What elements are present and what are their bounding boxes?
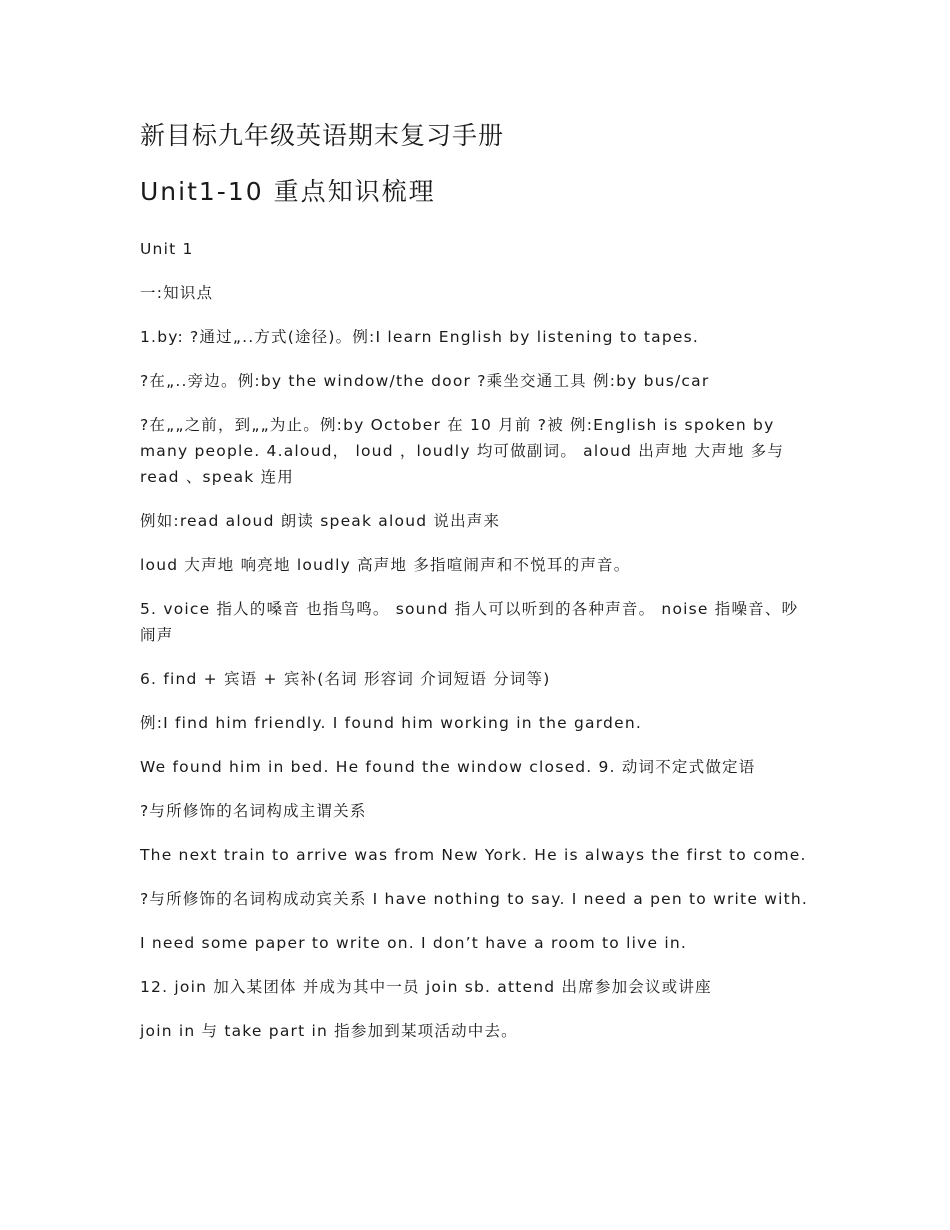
paragraph: I need some paper to write on. I don’t have a room to live in. xyxy=(140,934,688,952)
paragraph: ?与所修饰的名词构成主谓关系 xyxy=(140,802,367,820)
paragraph: 1.by: ?通过„..方式(途径)。例:I learn English by listening to tapes. xyxy=(140,328,700,346)
paragraph: 例如:read aloud 朗读 speak aloud 说出声来 xyxy=(140,512,501,530)
paragraph: 12. join 加入某团体 并成为其中一员 join sb. attend 出席参加会议或讲座 xyxy=(140,978,712,996)
paragraph: The next train to arrive was from New York. He is always the first to come. xyxy=(140,846,807,864)
paragraph: loud 大声地 响亮地 loudly 高声地 多指喧闹声和不悦耳的声音。 xyxy=(140,556,631,574)
unit-heading: Unit 1 xyxy=(140,240,194,258)
document-title: 新目标九年级英语期末复习手册 xyxy=(140,121,505,150)
section-heading: 一:知识点 xyxy=(140,284,214,302)
document-subtitle: Unit1-10 重点知识梳理 xyxy=(140,177,436,206)
paragraph: 例:I find him friendly. I found him working in the garden. xyxy=(140,714,642,732)
paragraph: join in 与 take part in 指参加到某项活动中去。 xyxy=(140,1022,518,1040)
paragraph: 6. find + 宾语 + 宾补(名词 形容词 介词短语 分词等) xyxy=(140,670,551,688)
paragraph: ?在„..旁边。例:by the window/the door ?乘坐交通工具 例:by bus/car xyxy=(140,372,710,390)
paragraph: 5. voice 指人的嗓音 也指鸟鸣。 sound 指人可以听到的各种声音。 noise 指噪音、吵闹声 xyxy=(140,600,799,644)
document-page xyxy=(140,118,808,1062)
paragraph: We found him in bed. He found the window closed. 9. 动词不定式做定语 xyxy=(140,758,756,776)
paragraph: ?在„„之前，到„„为止。例:by October 在 10 月前 ?被 例:English is spoken by many people. 4.aloud， loud ，loudly 均可做副词。 aloud 出声地 大声地 多与 read 、speak 连用 xyxy=(140,416,785,486)
paragraph: ?与所修饰的名词构成动宾关系 I have nothing to say. I need a pen to write with. xyxy=(140,890,808,908)
